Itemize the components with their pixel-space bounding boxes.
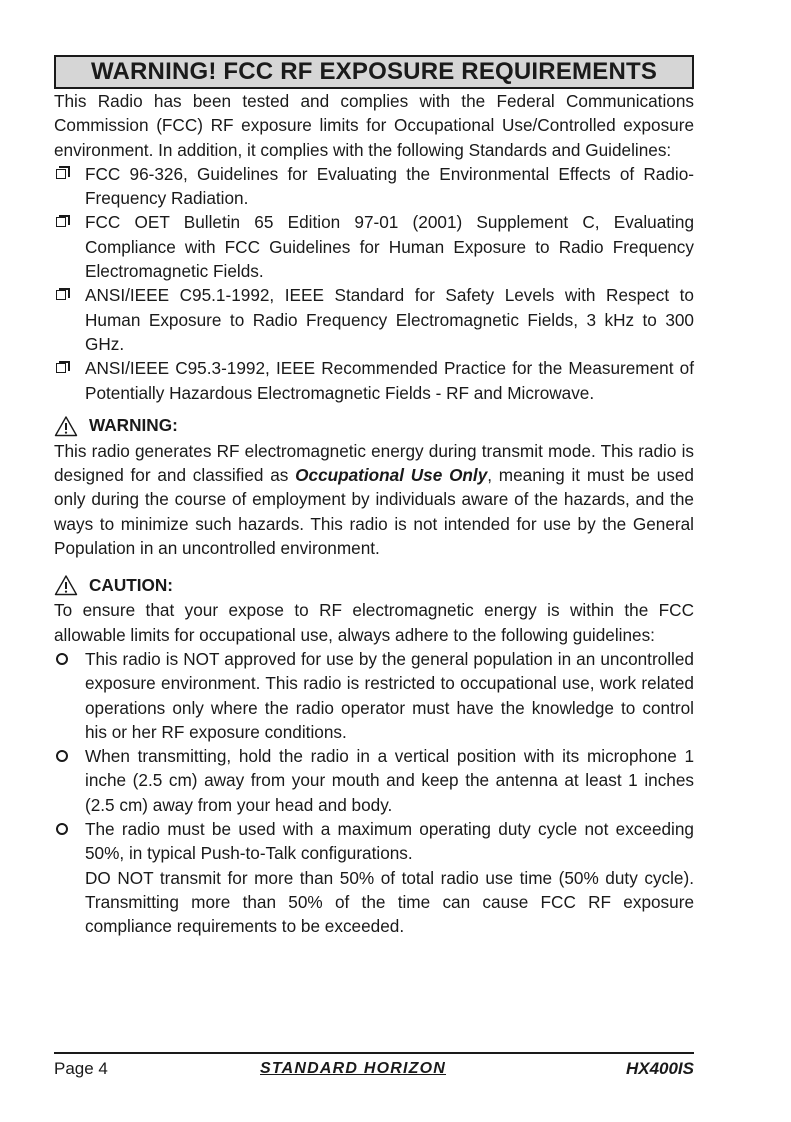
- warning-triangle-icon: [54, 415, 78, 437]
- warning-paragraph: [54, 439, 694, 560]
- guideline-text: The radio must be used with a maximum operating duty cycle not exceeding 50%, in typical Push-to-Talk configurations.: [85, 819, 694, 864]
- caution-paragraph: To ensure that your expose to RF electromagnetic energy is within the FCC allowable limits for occupational use, always adhere to the following guidelines:: [54, 600, 694, 645]
- standard-text: ANSI/IEEE C95.3-1992, IEEE Recommended Practice for the Measurement of Potentially Hazardous Electromagnetic Fields - RF and Microwave.: [85, 358, 694, 403]
- standard-text: FCC 96-326, Guidelines for Evaluating the Environmental Effects of Radio-Frequency Radiation.: [85, 163, 694, 209]
- checkbox-bullet-icon: [56, 169, 66, 179]
- warning-heading: [54, 413, 694, 439]
- list-item: [54, 817, 694, 938]
- intro-paragraph: This Radio has been tested and complies with the Federal Communications Commission (FCC) RF exposure limits for Occupational Use/Controlled exposure environment. In addition, it complies with the following Standards and Guidelines:: [54, 91, 694, 160]
- warning-text-before: This radio generates RF electromagnetic energy during transmit mode. This radio is designed for and classified as: [54, 440, 694, 486]
- list-item: [54, 162, 694, 211]
- checkbox-bullet-icon: [56, 363, 66, 373]
- guideline-note: DO NOT transmit for more than 50% of total radio use time (50% duty cycle). Transmitting more than 50% of the time can cause FCC RF exposure compliance requirements to be exceeded.: [85, 867, 694, 937]
- guideline-text: When transmitting, hold the radio in a vertical position with its microphone 1 inche (2.5 cm) away from your mouth and keep the antenna at least 1 inches (2.5 cm) away from your head and body.: [85, 746, 694, 815]
- list-item: [54, 647, 694, 744]
- page-content: [54, 55, 694, 939]
- list-item: [54, 744, 694, 817]
- circle-bullet-icon: [56, 653, 68, 665]
- caution-heading: [54, 572, 694, 598]
- warning-text-after: , meaning it must be used only during the course of employment by individuals aware of the hazards, and the ways to minimize such hazards. This radio is not intended for use by the General Population in an uncontrolled environment.: [54, 465, 694, 559]
- list-item: [54, 356, 694, 405]
- footer-divider: [54, 1052, 694, 1054]
- standard-text: ANSI/IEEE C95.1-1992, IEEE Standard for Safety Levels with Respect to Human Exposure to Radio Frequency Electromagnetic Fields, 3 kHz to 300 GHz.: [85, 285, 694, 354]
- checkbox-bullet-icon: [56, 217, 66, 227]
- guideline-text: This radio is NOT approved for use by the general population in an uncontrolled exposure environment. This radio is restricted to occupational use, work related operations only where the radio operator must have the knowledge to control his or her RF exposure conditions.: [85, 648, 694, 742]
- caution-triangle-icon: [54, 574, 78, 596]
- caution-label: CAUTION:: [89, 574, 174, 595]
- guidelines-list: [54, 647, 694, 939]
- circle-bullet-icon: [56, 750, 68, 762]
- warning-label: WARNING:: [89, 415, 178, 436]
- brand-logo: STANDARD HORIZON: [260, 1060, 447, 1077]
- warning-emphasis: Occupational Use Only: [295, 465, 488, 486]
- list-item: [54, 283, 694, 356]
- checkbox-bullet-icon: [56, 290, 66, 300]
- page-title: WARNING! FCC RF EXPOSURE REQUIREMENTS: [90, 58, 658, 85]
- standard-text: FCC OET Bulletin 65 Edition 97-01 (2001) Supplement C, Evaluating Compliance with FCC Guidelines for Human Exposure to Radio Frequency Electromagnetic Fields.: [85, 212, 694, 282]
- title-banner: [54, 55, 694, 89]
- model-name: HX400IS: [625, 1059, 694, 1078]
- list-item: [54, 210, 694, 283]
- page-number: Page 4: [54, 1059, 108, 1078]
- standards-list: [54, 162, 694, 405]
- page-footer: [54, 1059, 694, 1083]
- circle-bullet-icon: [56, 823, 68, 835]
